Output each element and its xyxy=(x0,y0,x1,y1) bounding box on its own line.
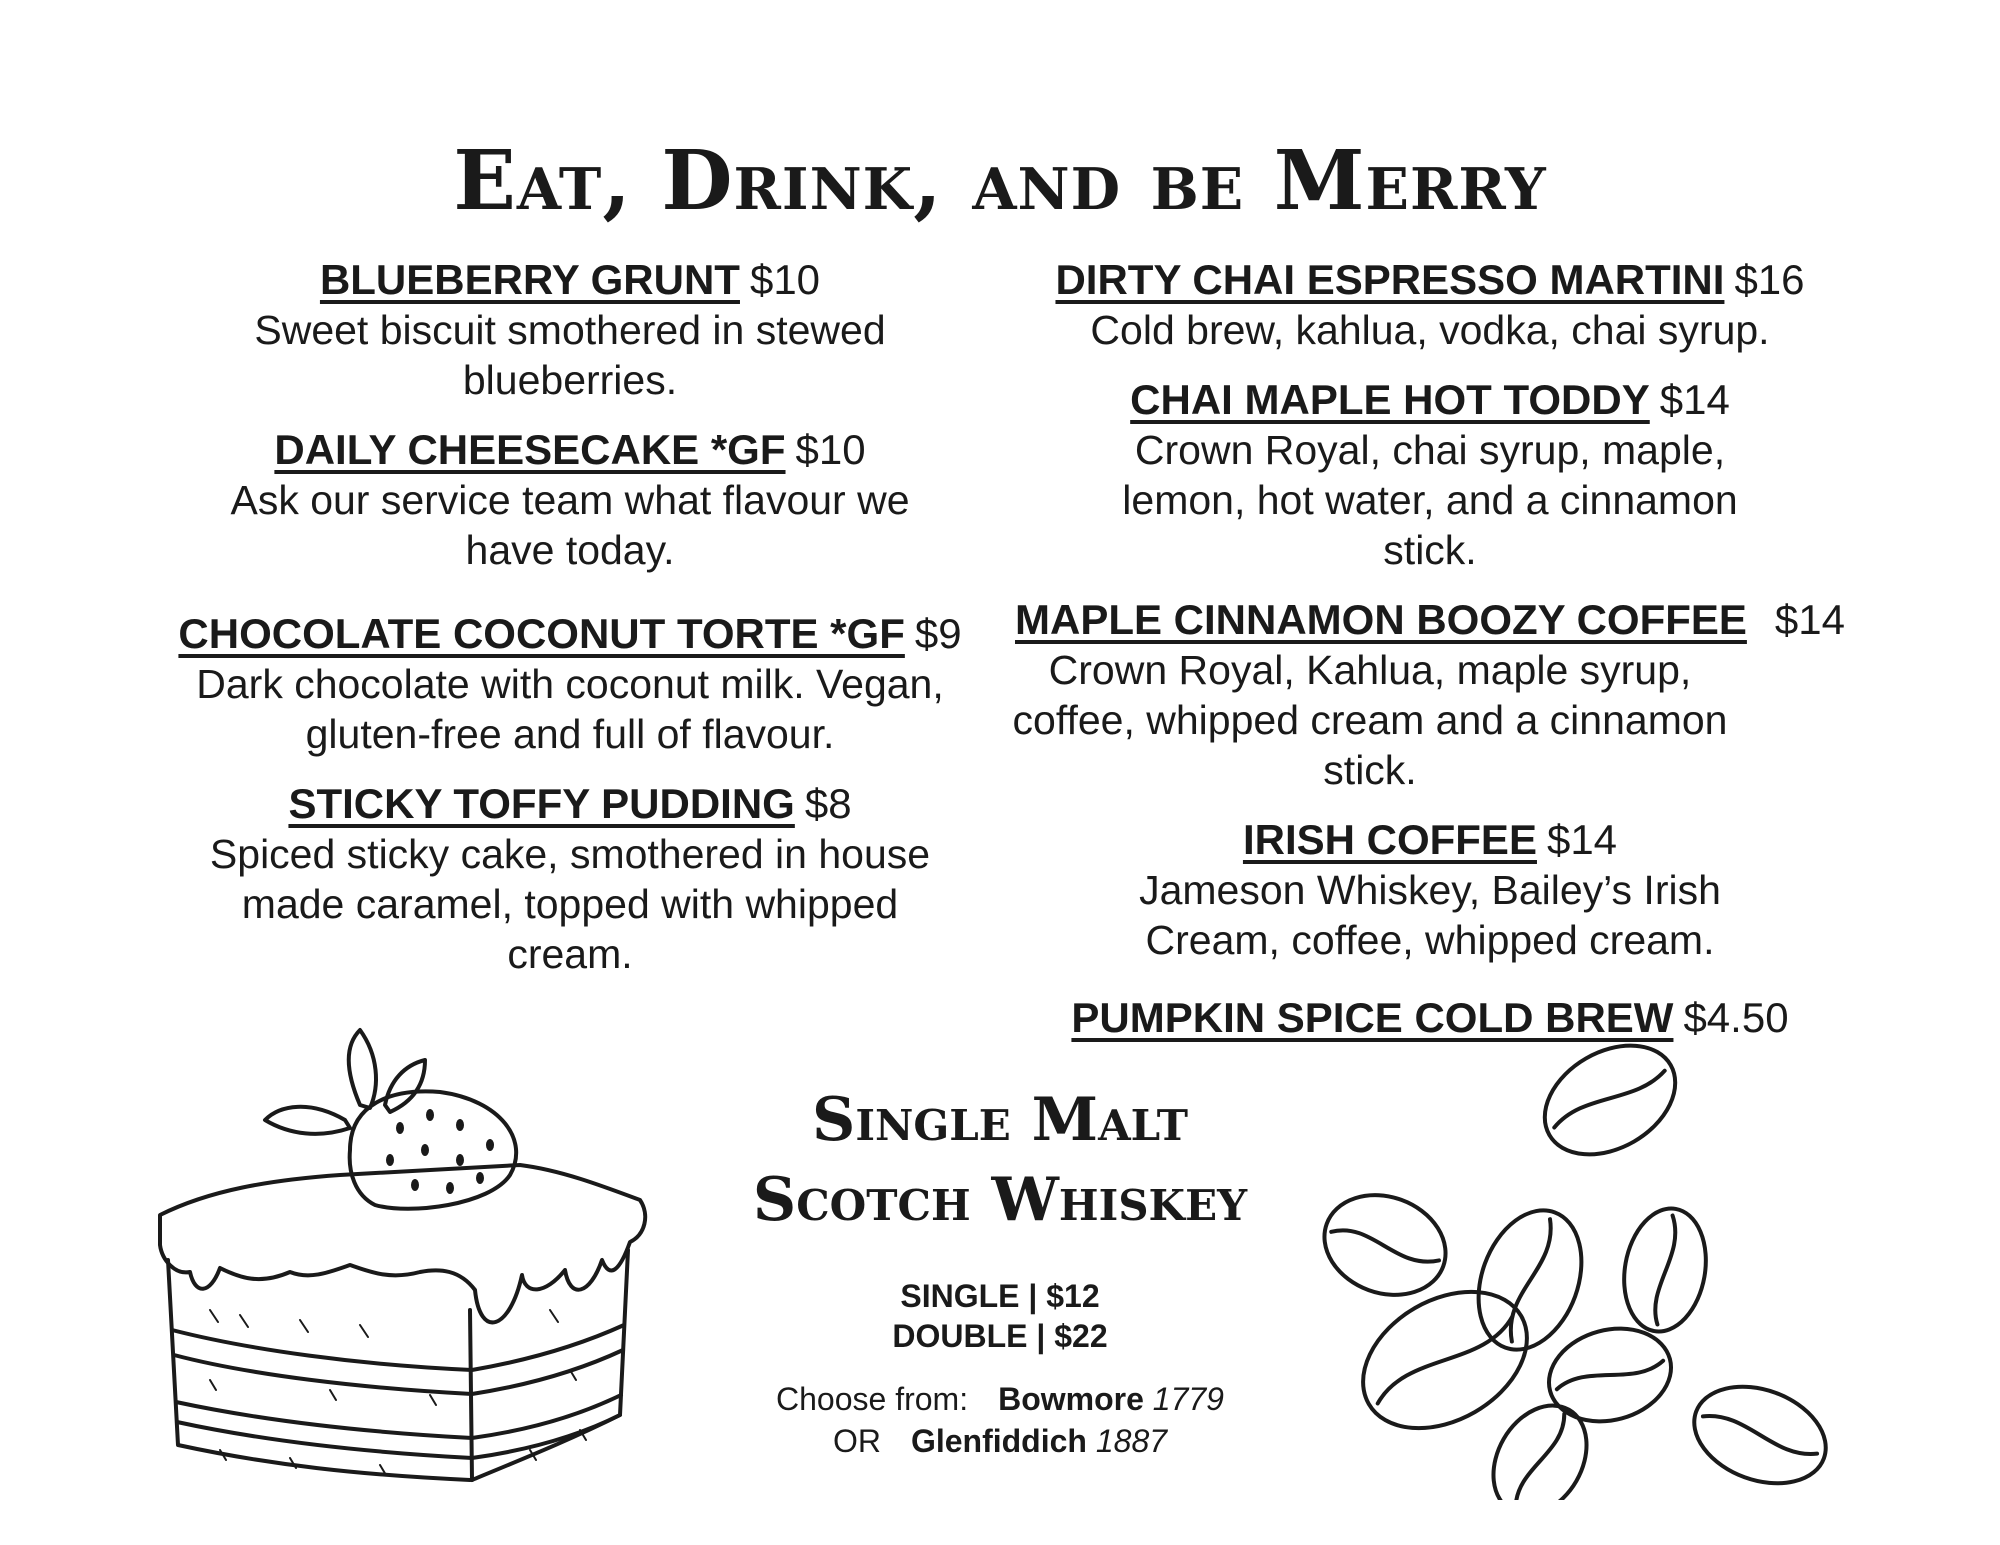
item-price: $10 xyxy=(749,256,821,303)
item-description: Spiced sticky cake, smothered in house made caramel, topped with whipped cream. xyxy=(209,831,931,977)
item-description: Sweet biscuit smothered in stewed blueberries. xyxy=(254,307,886,403)
item-name: STICKY TOFFY PUDDING xyxy=(288,780,795,827)
or-label: OR xyxy=(832,1423,881,1459)
item-description: Crown Royal, chai syrup, maple, lemon, hot water, and a cinnamon stick. xyxy=(1122,427,1738,573)
option-year: 1887 xyxy=(1095,1423,1168,1459)
item-description: Ask our service team what flavour we have today. xyxy=(230,477,910,573)
item-name: CHOCOLATE COCONUT TORTE *GF xyxy=(178,610,905,657)
item-price: $14 xyxy=(1774,596,1845,643)
menu-item xyxy=(990,595,1870,795)
whiskey-title-line1: Single Malt xyxy=(811,1085,1189,1155)
item-price: $14 xyxy=(1659,376,1730,423)
menu-item xyxy=(990,255,1870,355)
item-description: Dark chocolate with coconut milk. Vegan, gluten-free and full of flavour. xyxy=(196,661,944,757)
menu-item xyxy=(990,375,1870,575)
cake-illustration xyxy=(150,1010,690,1490)
option-year: 1779 xyxy=(1152,1381,1224,1417)
item-name: BLUEBERRY GRUNT xyxy=(319,256,740,303)
choose-label: Choose from: xyxy=(776,1381,969,1417)
item-price: $4.50 xyxy=(1683,994,1789,1041)
menu-item xyxy=(150,609,990,759)
item-description: Jameson Whiskey, Bailey’s Irish Cream, coffee, whipped cream. xyxy=(1139,867,1721,963)
item-price: $16 xyxy=(1734,256,1805,303)
item-name: DIRTY CHAI ESPRESSO MARTINI xyxy=(1055,256,1725,303)
option-name: Bowmore xyxy=(998,1381,1144,1417)
drinks-column xyxy=(990,255,1870,1063)
coffee-beans-illustration xyxy=(1320,1040,1840,1500)
item-name: PUMPKIN SPICE COLD BREW xyxy=(1071,994,1674,1041)
menu-item xyxy=(150,255,990,405)
menu-item xyxy=(150,779,990,979)
item-name: MAPLE CINNAMON BOOZY COFFEE xyxy=(1015,596,1747,643)
item-description: Cold brew, kahlua, vodka, chai syrup. xyxy=(1090,307,1770,353)
item-price: $8 xyxy=(804,780,852,827)
item-description: Crown Royal, Kahlua, maple syrup, coffee, whipped cream and a cinnamon stick. xyxy=(1012,647,1728,793)
whiskey-title-line2: Scotch Whiskey xyxy=(752,1165,1248,1235)
option-name: Glenfiddich xyxy=(910,1423,1087,1459)
menu-item xyxy=(990,815,1870,965)
item-price: $14 xyxy=(1546,816,1618,863)
menu-item xyxy=(150,425,990,575)
page-title: Eat, Drink, and be Merry xyxy=(453,132,1547,229)
whiskey-section xyxy=(700,1080,1300,1462)
whiskey-double-price: DOUBLE | $22 xyxy=(892,1318,1108,1354)
whiskey-single-price: SINGLE | $12 xyxy=(900,1278,1100,1314)
item-price: $9 xyxy=(914,610,962,657)
item-name: CHAI MAPLE HOT TODDY xyxy=(1130,376,1650,423)
item-name: IRISH COFFEE xyxy=(1242,816,1537,863)
desserts-column xyxy=(150,255,990,999)
item-price: $10 xyxy=(795,426,866,473)
item-name: DAILY CHEESECAKE *GF xyxy=(274,426,786,473)
menu-item xyxy=(990,993,1870,1043)
